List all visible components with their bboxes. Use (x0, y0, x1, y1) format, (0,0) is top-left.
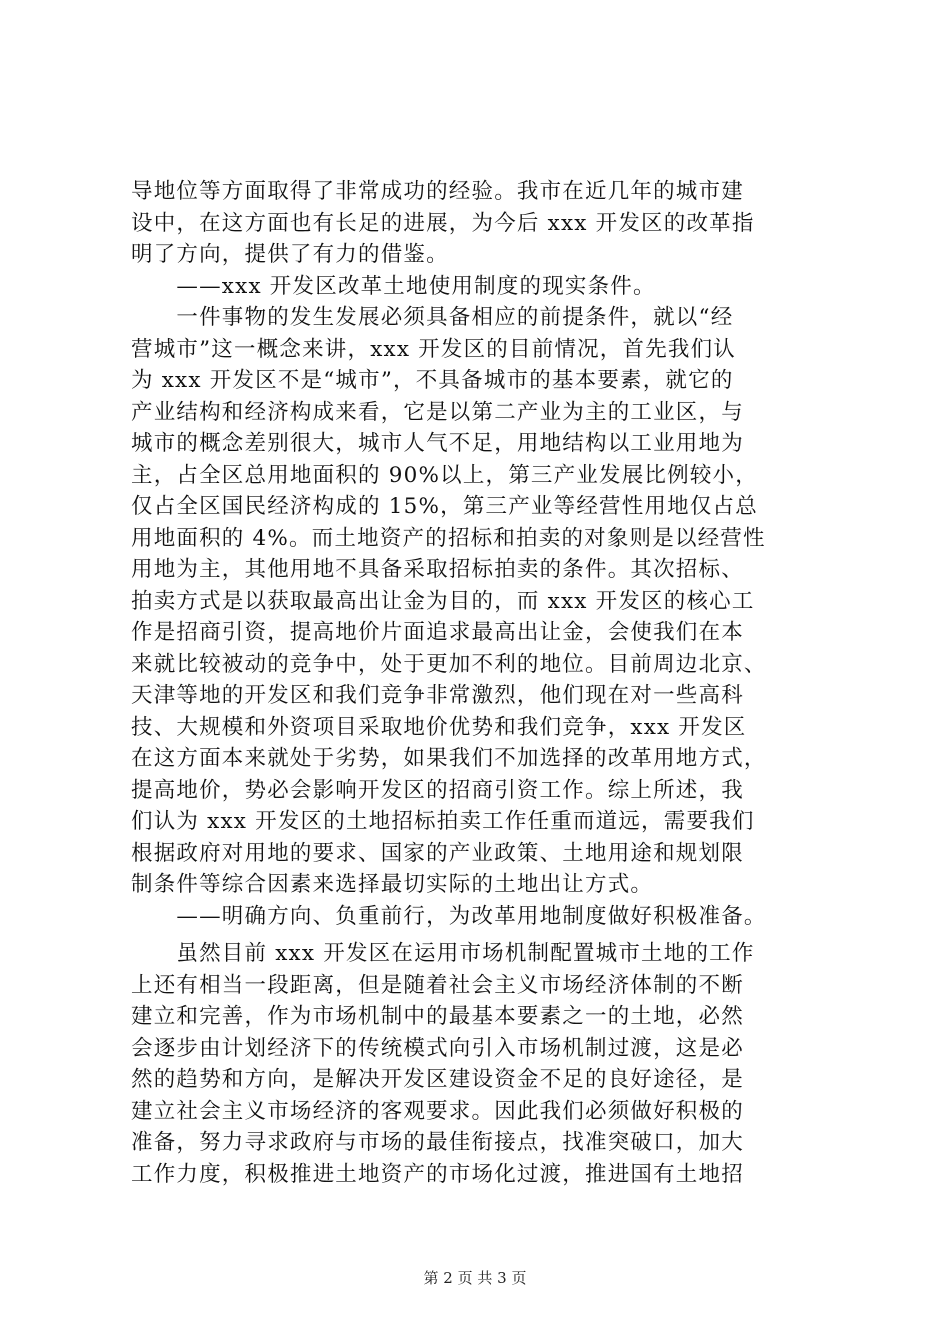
text-line: 仅占全区国民经济构成的 15%，第三产业等经营性用地仅占总 (131, 494, 758, 519)
text-line: 技、大规模和外资项目采取地价优势和我们竞争，xxx 开发区 (131, 714, 747, 740)
text-line: 营城市”这一概念来讲，xxx 开发区的目前情况，首先我们认 (131, 336, 737, 362)
text-line: ——xxx 开发区改革土地使用制度的现实条件。 (131, 273, 656, 299)
text-line: 上还有相当一段距离，但是随着社会主义市场经济体制的不断 (131, 972, 744, 998)
text-line: 工作力度，积极推进土地资产的市场化过渡，推进国有土地招 (131, 1161, 744, 1187)
text-line: 在这方面本来就处于劣势，如果我们不加选择的改革用地方式， (131, 746, 767, 771)
text-line: 提高地价，势必会影响开发区的招商引资工作。综上所述，我 (131, 777, 744, 803)
text-line: 会逐步由计划经济下的传统模式向引入市场机制过渡，这是必 (131, 1035, 744, 1061)
text-line: 拍卖方式是以获取最高出让金为目的，而 xxx 开发区的核心工 (131, 588, 755, 614)
text-line: 准备，努力寻求政府与市场的最佳衔接点，找准突破口，加大 (131, 1130, 744, 1155)
text-line: 建立社会主义市场经济的客观要求。因此我们必须做好积极的 (131, 1098, 744, 1124)
body-text-block-2 (131, 938, 831, 1190)
text-line: 产业结构和经济构成来看，它是以第二产业为主的工业区，与 (131, 399, 744, 425)
text-line: 用地面积的 4%。而土地资产的招标和拍卖的对象则是以经营性 (131, 525, 766, 551)
text-line: 来就比较被动的竞争中，处于更加不利的地位。目前周边北京、 (131, 651, 767, 677)
text-line: 们认为 xxx 开发区的土地招标拍卖工作任重而道远，需要我们 (131, 809, 755, 834)
text-line: 明了方向，提供了有力的借鉴。 (131, 242, 449, 267)
text-line: 城市的概念差别很大，城市人气不足，用地结构以工业用地为 (131, 431, 744, 456)
text-line: 天津等地的开发区和我们竞争非常激烈，他们现在对一些高科 (131, 683, 744, 708)
text-line: 作是招商引资，提高地价片面追求最高出让金，会使我们在本 (131, 620, 744, 645)
text-line: 制条件等综合因素来选择最切实际的土地出让方式。 (131, 872, 654, 897)
text-line: 虽然目前 xxx 开发区在运用市场机制配置城市土地的工作 (131, 941, 755, 966)
text-line: 用地为主，其他用地不具备采取招标拍卖的条件。其次招标、 (131, 557, 744, 582)
text-line: 根据政府对用地的要求、国家的产业政策、土地用途和规划限 (131, 840, 744, 866)
text-line: 主，占全区总用地面积的 90%以上，第三产业发展比例较小， (131, 462, 758, 488)
text-line: 为 xxx 开发区不是“城市”，不具备城市的基本要素，就它的 (131, 368, 734, 393)
text-line: 建立和完善，作为市场机制中的最基本要素之一的土地，必然 (131, 1004, 744, 1029)
text-line: 导地位等方面取得了非常成功的经验。我市在近几年的城市建 (131, 179, 744, 204)
text-line: 一件事物的发生发展必须具备相应的前提条件，就以“经 (131, 305, 734, 330)
body-text-block-1 (131, 176, 831, 932)
text-line: 设中，在这方面也有长足的进展，为今后 xxx 开发区的改革指 (131, 210, 755, 236)
text-line: ——明确方向、负重前行，为改革用地制度做好积极准备。 (131, 903, 767, 929)
text-line: 然的趋势和方向，是解决开发区建设资金不足的良好途径，是 (131, 1067, 744, 1092)
page-footer: 第 2 页 共 3 页 (423, 1269, 527, 1287)
